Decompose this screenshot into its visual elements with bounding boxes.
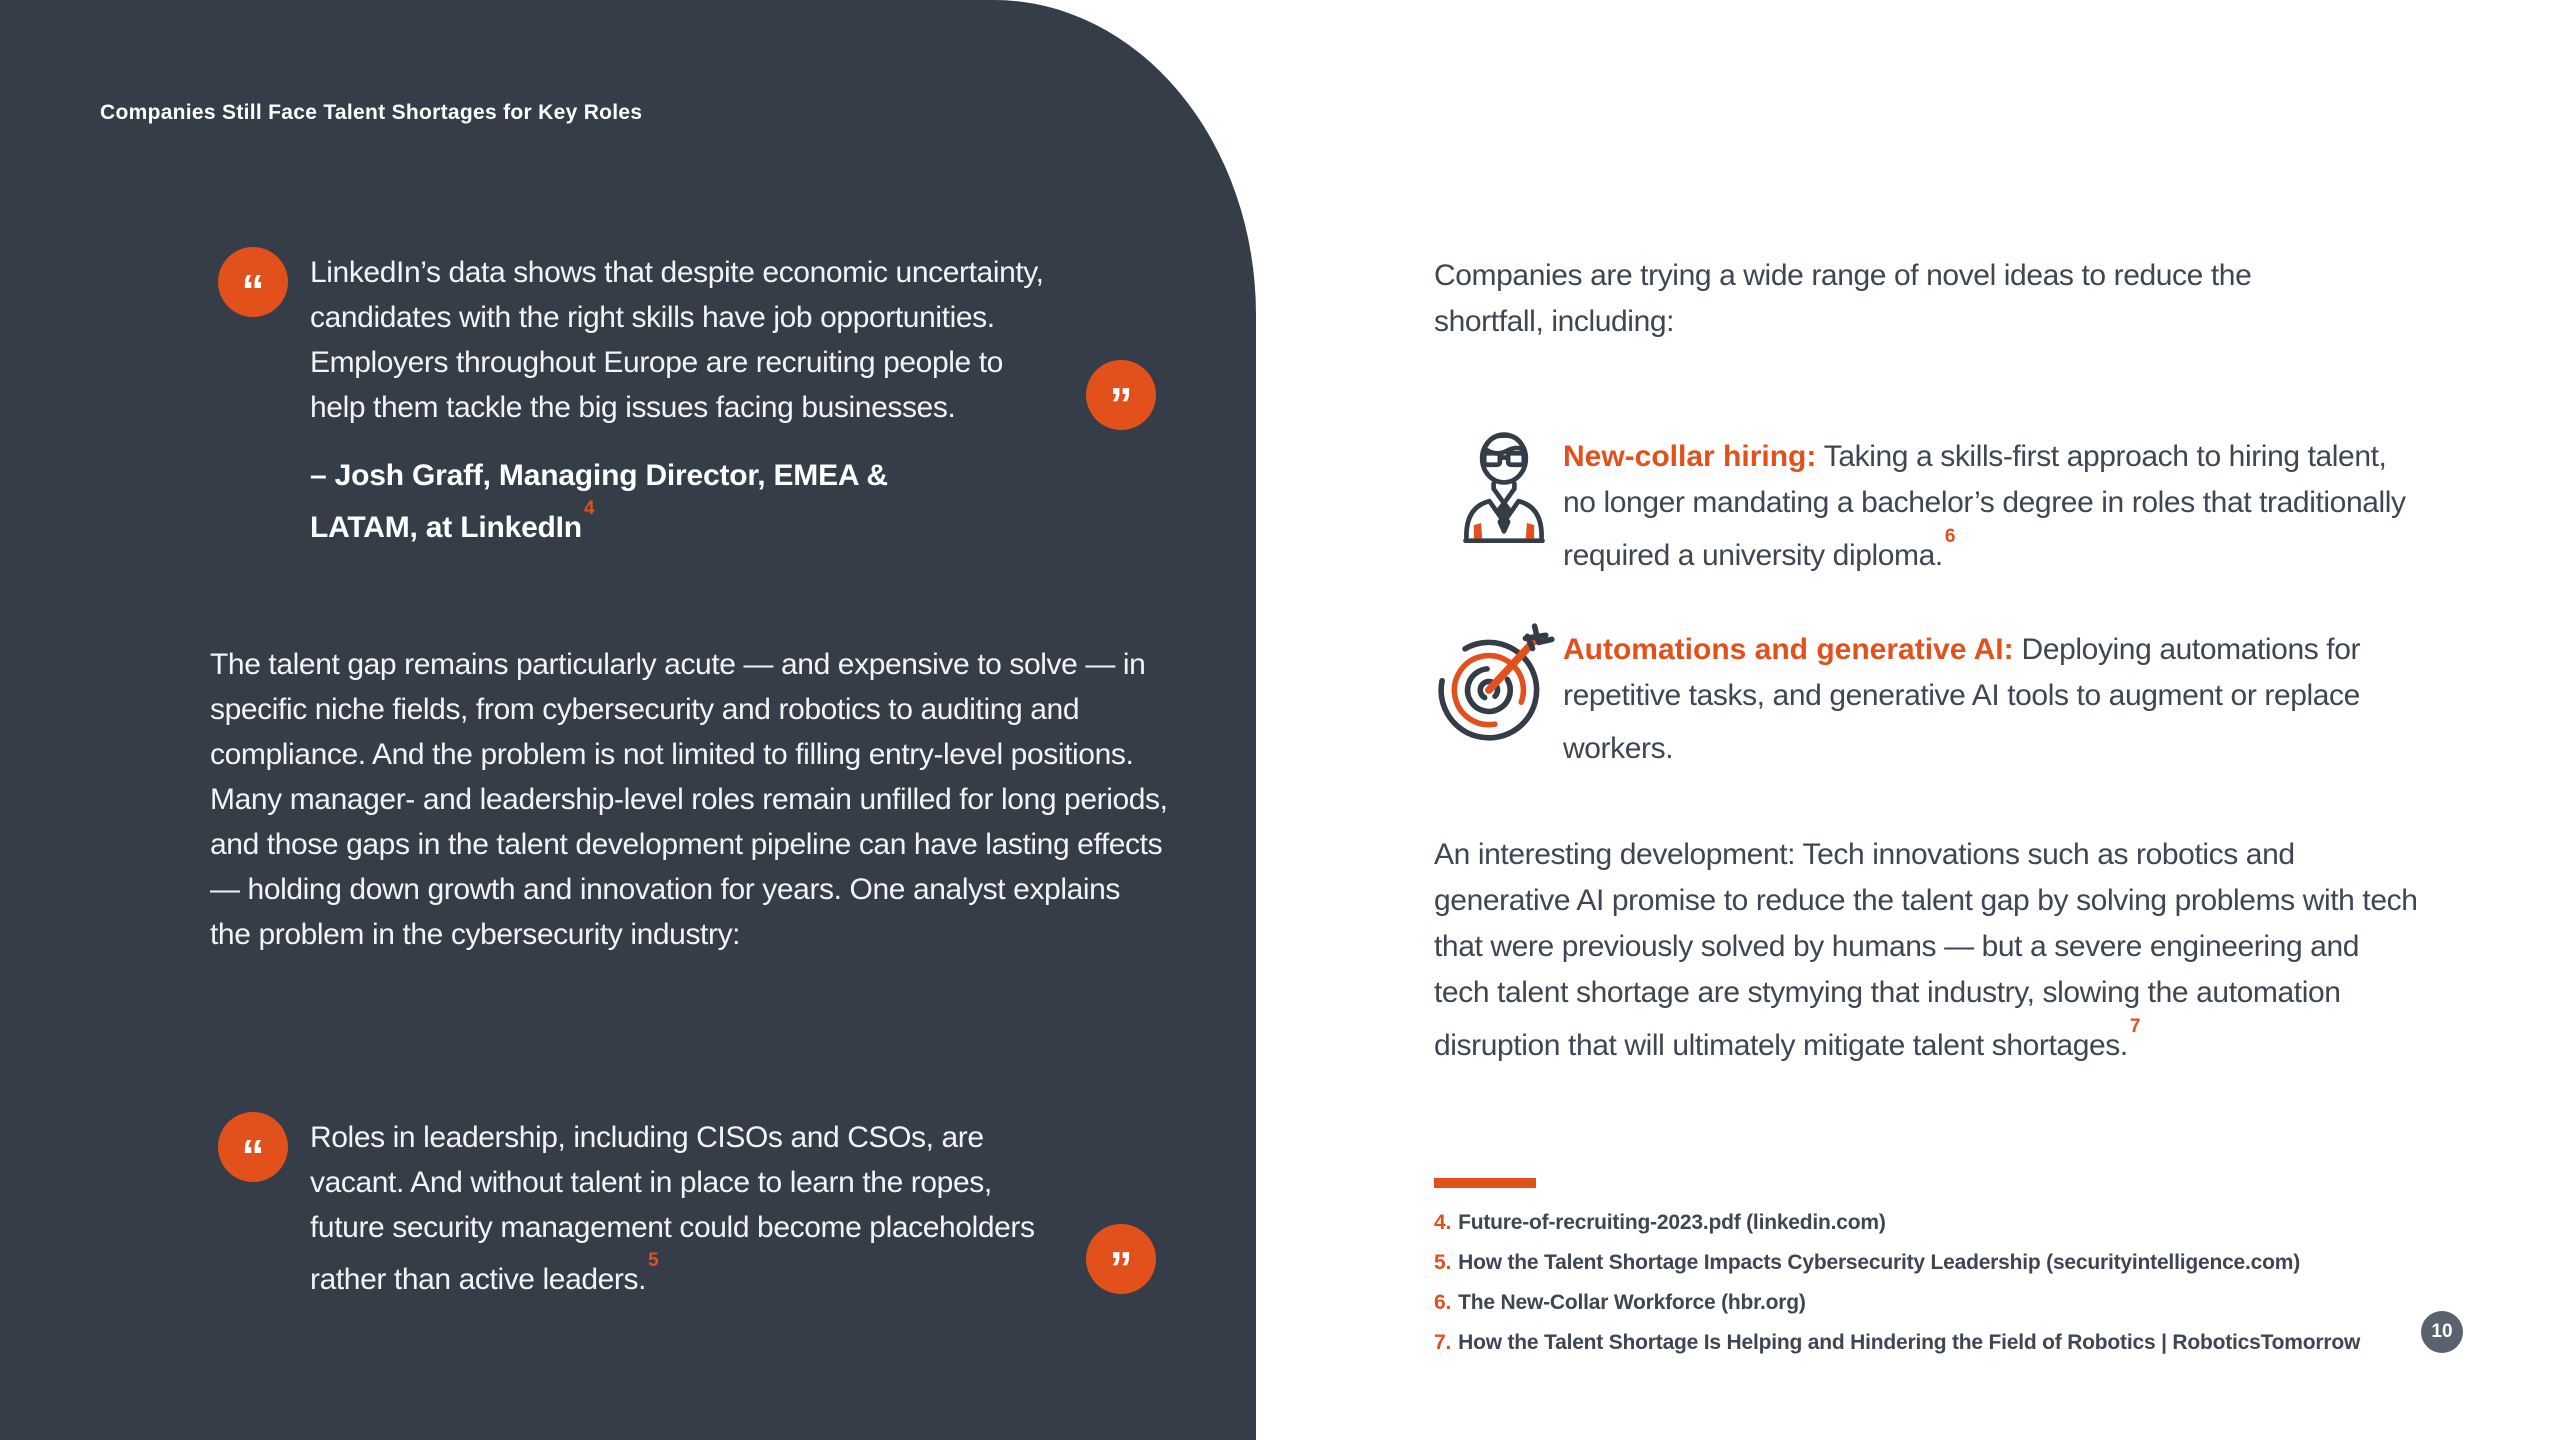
page-number: 10: [2431, 1321, 2453, 1342]
footnote-link[interactable]: The New-Collar Workforce (hbr.org): [1458, 1291, 1806, 1314]
footnote-number: 4.: [1434, 1211, 1452, 1234]
intro-paragraph: Companies are trying a wide range of novel ideas to reduce the shortfall, including:: [1434, 259, 2252, 338]
idea-new-collar-text: [1563, 434, 2423, 579]
open-quote-glyph: “: [241, 1130, 265, 1182]
quote-text-body: Roles in leadership, including CISOs and CSOs, are vacant. And without talent in place to learn the ropes, future security management could become placeholders rather than active leaders.: [310, 1121, 1035, 1296]
quote-text: LinkedIn’s data shows that despite economic uncertainty, candidates with the right skills have job opportunities. Employers throughout Europe are recruiting people to help them tackle the big issues facing businesses.: [310, 256, 1044, 424]
footnote-number: 5.: [1434, 1251, 1452, 1274]
footnote-number: 7.: [1434, 1331, 1452, 1354]
footnote-divider: [1434, 1178, 1536, 1188]
footnote-link[interactable]: Future-of-recruiting-2023.pdf (linkedin.com): [1458, 1211, 1886, 1234]
footnote-item-5[interactable]: [1434, 1243, 2360, 1283]
talent-gap-paragraph: The talent gap remains particularly acute — and expensive to solve — in specific niche fields, from cybersecurity and robotics to auditing and compliance. And the problem is not limited to filling entry-level positions. Many manager- and leadership-level roles remain unfilled for long periods, and those gaps in the talent development pipeline can have lasting effects — holding down growth and innovation for years. One analyst explains the problem in the cybersecurity industry:: [210, 648, 1168, 951]
page-number-badge: [2421, 1311, 2463, 1353]
footnote-number: 6.: [1434, 1291, 1452, 1314]
open-quote-glyph: “: [241, 265, 265, 317]
idea-automations-text: [1563, 627, 2423, 772]
page-title: Companies Still Face Talent Shortages for Key Roles: [100, 101, 643, 124]
footnote-link[interactable]: How the Talent Shortage Is Helping and Hindering the Field of Robotics | RoboticsTomorrow: [1458, 1331, 2361, 1354]
idea-automations-heading: Automations and generative AI:: [1563, 633, 2014, 666]
target-dart-icon: [1430, 616, 1562, 753]
footnote-ref-6: 6: [1944, 526, 1956, 547]
new-collar-person-icon: [1452, 423, 1556, 550]
development-text: An interesting development: Tech innovations such as robotics and generative AI promise to reduce the talent gap by solving problems with tech that were previously solved by humans — but a severe engineering and tech talent shortage are stymying that industry, slowing the automation disruption that will ultimately mitigate talent shortages.: [1434, 838, 2418, 1062]
footnote-ref-5: 5: [648, 1250, 659, 1271]
footnote-item-6[interactable]: [1434, 1283, 2360, 1323]
close-quote-glyph: ”: [1109, 1242, 1133, 1294]
idea-new-collar-body: Taking a skills-first approach to hiring talent, no longer mandating a bachelor’s degree in roles that traditionally required a university diploma.: [1563, 440, 2406, 572]
attribution-text: – Josh Graff, Managing Director, EMEA & LATAM, at LinkedIn: [310, 459, 888, 544]
footnote-link[interactable]: How the Talent Shortage Impacts Cybersecurity Leadership (securityintelligence.com): [1458, 1251, 2301, 1274]
footnote-ref-4: 4: [583, 498, 595, 519]
idea-automations-body: Deploying automations for repetitive tasks, and generative AI tools to augment or replace workers.: [1563, 633, 2361, 765]
footnote-item-7[interactable]: [1434, 1323, 2360, 1363]
close-quote-glyph: ”: [1109, 378, 1133, 430]
development-paragraph: [1434, 832, 2419, 1069]
footnote-ref-7: 7: [2129, 1016, 2140, 1037]
footnote-list: [1434, 1203, 2360, 1363]
idea-new-collar-heading: New-collar hiring:: [1563, 440, 1817, 473]
footnote-item-4[interactable]: [1434, 1203, 2360, 1243]
